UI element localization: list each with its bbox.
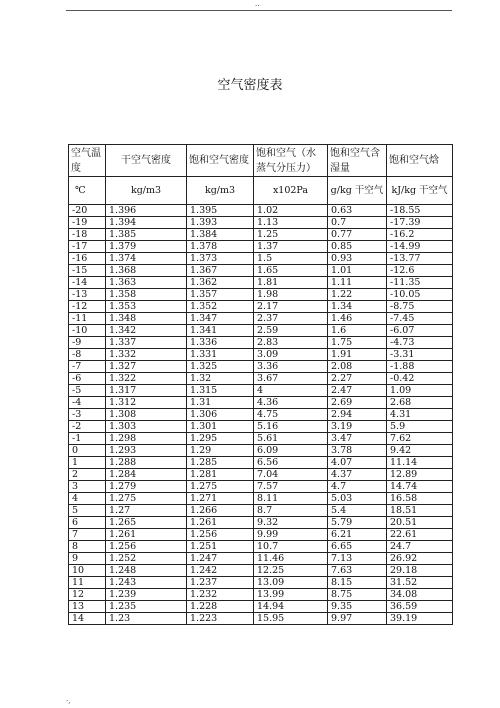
table-row	[69, 373, 453, 385]
temperature-cell: -3	[69, 409, 106, 421]
dry-air-density-cell: 1.293	[106, 445, 187, 457]
enthalpy-cell: 7.62	[387, 433, 453, 445]
dry-air-density-cell: 1.265	[106, 517, 187, 529]
enthalpy-cell: 5.9	[387, 421, 453, 433]
dry-air-density-cell: 1.353	[106, 301, 187, 313]
saturated-air-density-cell: 1.285	[187, 457, 254, 469]
saturated-air-density-cell: 1.336	[187, 337, 254, 349]
saturated-air-density-cell: 1.256	[187, 529, 254, 541]
vapor-pressure-cell: 4.75	[254, 409, 328, 421]
moisture-content-cell: 2.08	[328, 361, 387, 373]
vapor-pressure-cell: 2.17	[254, 301, 328, 313]
table-row	[69, 589, 453, 601]
enthalpy-cell: 34.08	[387, 589, 453, 601]
column-header-vapor-pressure: 饱和空气（水蒸气分压力）	[254, 145, 328, 177]
saturated-air-density-cell: 1.275	[187, 481, 254, 493]
dry-air-density-cell: 1.252	[106, 553, 187, 565]
moisture-content-cell: 0.77	[328, 229, 387, 241]
table-row	[69, 205, 453, 217]
vapor-pressure-cell: 6.09	[254, 445, 328, 457]
moisture-content-cell: 1.91	[328, 349, 387, 361]
saturated-air-density-cell: 1.362	[187, 277, 254, 289]
unit-header-row	[69, 177, 453, 205]
temperature-cell: -2	[69, 421, 106, 433]
page-title: 空气密度表	[217, 78, 283, 93]
moisture-content-cell: 5.03	[328, 493, 387, 505]
saturated-air-density-cell: 1.223	[187, 613, 254, 625]
moisture-content-cell: 4.7	[328, 481, 387, 493]
enthalpy-cell: 12.89	[387, 469, 453, 481]
dry-air-density-cell: 1.379	[106, 241, 187, 253]
table-row	[69, 337, 453, 349]
enthalpy-cell: 31.52	[387, 577, 453, 589]
table-row	[69, 601, 453, 613]
dry-air-density-cell: 1.27	[106, 505, 187, 517]
dry-air-density-cell: 1.298	[106, 433, 187, 445]
enthalpy-cell: -6.07	[387, 325, 453, 337]
temperature-cell: -18	[69, 229, 106, 241]
vapor-pressure-cell: 13.09	[254, 577, 328, 589]
saturated-air-density-cell: 1.306	[187, 409, 254, 421]
enthalpy-cell: -3.31	[387, 349, 453, 361]
dry-air-density-cell: 1.317	[106, 385, 187, 397]
enthalpy-cell: -17.39	[387, 217, 453, 229]
vapor-pressure-cell: 9.32	[254, 517, 328, 529]
temperature-cell: -1	[69, 433, 106, 445]
dry-air-density-cell: 1.374	[106, 253, 187, 265]
temperature-cell: -11	[69, 313, 106, 325]
dry-air-density-cell: 1.363	[106, 277, 187, 289]
dry-air-density-cell: 1.385	[106, 229, 187, 241]
vapor-pressure-cell: 8.11	[254, 493, 328, 505]
saturated-air-density-cell: 1.271	[187, 493, 254, 505]
enthalpy-cell: -0.42	[387, 373, 453, 385]
dry-air-density-cell: 1.394	[106, 217, 187, 229]
dry-air-density-cell: 1.239	[106, 589, 187, 601]
table-row	[69, 349, 453, 361]
saturated-air-density-cell: 1.347	[187, 313, 254, 325]
temperature-cell: 11	[69, 577, 106, 589]
vapor-pressure-cell: 2.83	[254, 337, 328, 349]
table-row	[69, 577, 453, 589]
vapor-pressure-cell: 6.56	[254, 457, 328, 469]
dry-air-density-cell: 1.348	[106, 313, 187, 325]
dry-air-density-cell: 1.332	[106, 349, 187, 361]
table-row	[69, 481, 453, 493]
table-row	[69, 433, 453, 445]
dry-air-density-cell: 1.243	[106, 577, 187, 589]
temperature-cell: 14	[69, 613, 106, 625]
moisture-content-cell: 0.85	[328, 241, 387, 253]
enthalpy-cell: 2.68	[387, 397, 453, 409]
vapor-pressure-cell: 1.81	[254, 277, 328, 289]
dry-air-density-cell: 1.235	[106, 601, 187, 613]
table-row	[69, 301, 453, 313]
table-row	[69, 613, 453, 625]
saturated-air-density-cell: 1.315	[187, 385, 254, 397]
temperature-cell: -17	[69, 241, 106, 253]
enthalpy-cell: 18.51	[387, 505, 453, 517]
unit-saturated-air-density: kg/m3	[187, 177, 254, 205]
dry-air-density-cell: 1.368	[106, 265, 187, 277]
vapor-pressure-cell: 1.02	[254, 205, 328, 217]
saturated-air-density-cell: 1.32	[187, 373, 254, 385]
vapor-pressure-cell: 1.65	[254, 265, 328, 277]
temperature-cell: 3	[69, 481, 106, 493]
enthalpy-cell: 20.51	[387, 517, 453, 529]
enthalpy-cell: -16.2	[387, 229, 453, 241]
saturated-air-density-cell: 1.331	[187, 349, 254, 361]
moisture-content-cell: 0.93	[328, 253, 387, 265]
dry-air-density-cell: 1.358	[106, 289, 187, 301]
dry-air-density-cell: 1.342	[106, 325, 187, 337]
temperature-cell: 5	[69, 505, 106, 517]
vapor-pressure-cell: 7.57	[254, 481, 328, 493]
dry-air-density-cell: 1.337	[106, 337, 187, 349]
table-row	[69, 493, 453, 505]
temperature-cell: 10	[69, 565, 106, 577]
table-row	[69, 265, 453, 277]
temperature-cell: -8	[69, 349, 106, 361]
enthalpy-cell: -12.6	[387, 265, 453, 277]
moisture-content-cell: 4.07	[328, 457, 387, 469]
unit-vapor-pressure: x102Pa	[254, 177, 328, 205]
moisture-content-cell: 7.63	[328, 565, 387, 577]
table-row	[69, 517, 453, 529]
temperature-cell: -4	[69, 397, 106, 409]
vapor-pressure-cell: 2.59	[254, 325, 328, 337]
table-body	[69, 205, 453, 625]
moisture-content-cell: 2.27	[328, 373, 387, 385]
unit-temperature: ℃	[69, 177, 106, 205]
vapor-pressure-cell: 11.46	[254, 553, 328, 565]
enthalpy-cell: -10.05	[387, 289, 453, 301]
vapor-pressure-cell: 13.99	[254, 589, 328, 601]
temperature-cell: -6	[69, 373, 106, 385]
saturated-air-density-cell: 1.31	[187, 397, 254, 409]
table-row	[69, 553, 453, 565]
saturated-air-density-cell: 1.325	[187, 361, 254, 373]
moisture-content-cell: 6.21	[328, 529, 387, 541]
table-row	[69, 409, 453, 421]
header-rule	[66, 10, 452, 11]
table-row	[69, 457, 453, 469]
saturated-air-density-cell: 1.395	[187, 205, 254, 217]
enthalpy-cell: 14.74	[387, 481, 453, 493]
vapor-pressure-cell: 1.13	[254, 217, 328, 229]
moisture-content-cell: 5.4	[328, 505, 387, 517]
unit-enthalpy: kJ/kg 干空气	[387, 177, 453, 205]
vapor-pressure-cell: 2.37	[254, 313, 328, 325]
saturated-air-density-cell: 1.261	[187, 517, 254, 529]
saturated-air-density-cell: 1.352	[187, 301, 254, 313]
saturated-air-density-cell: 1.393	[187, 217, 254, 229]
moisture-content-cell: 1.11	[328, 277, 387, 289]
temperature-cell: -13	[69, 289, 106, 301]
enthalpy-cell: 39.19	[387, 613, 453, 625]
enthalpy-cell: -13.77	[387, 253, 453, 265]
temperature-cell: 1	[69, 457, 106, 469]
enthalpy-cell: 36.59	[387, 601, 453, 613]
enthalpy-cell: -1.88	[387, 361, 453, 373]
temperature-cell: -10	[69, 325, 106, 337]
moisture-content-cell: 8.75	[328, 589, 387, 601]
enthalpy-cell: 4.31	[387, 409, 453, 421]
temperature-cell: -5	[69, 385, 106, 397]
vapor-pressure-cell: 3.36	[254, 361, 328, 373]
dry-air-density-cell: 1.396	[106, 205, 187, 217]
column-header-enthalpy: 饱和空气焓	[387, 145, 453, 177]
table-row	[69, 529, 453, 541]
unit-dry-air-density: kg/m3	[106, 177, 187, 205]
vapor-pressure-cell: 12.25	[254, 565, 328, 577]
dry-air-density-cell: 1.256	[106, 541, 187, 553]
moisture-content-cell: 5.79	[328, 517, 387, 529]
temperature-cell: -9	[69, 337, 106, 349]
table-row	[69, 253, 453, 265]
column-header-saturated-air-density: 饱和空气密度	[187, 145, 254, 177]
table-row	[69, 229, 453, 241]
dry-air-density-cell: 1.275	[106, 493, 187, 505]
moisture-content-cell: 2.69	[328, 397, 387, 409]
vapor-pressure-cell: 1.37	[254, 241, 328, 253]
enthalpy-cell: 24.7	[387, 541, 453, 553]
temperature-cell: 7	[69, 529, 106, 541]
dry-air-density-cell: 1.312	[106, 397, 187, 409]
saturated-air-density-cell: 1.378	[187, 241, 254, 253]
temperature-cell: 4	[69, 493, 106, 505]
temperature-cell: 9	[69, 553, 106, 565]
dry-air-density-cell: 1.308	[106, 409, 187, 421]
column-header-moisture-content: 饱和空气含湿量	[328, 145, 387, 177]
saturated-air-density-cell: 1.295	[187, 433, 254, 445]
moisture-content-cell: 9.97	[328, 613, 387, 625]
enthalpy-cell: 9.42	[387, 445, 453, 457]
temperature-cell: -19	[69, 217, 106, 229]
vapor-pressure-cell: 14.94	[254, 601, 328, 613]
moisture-content-cell: 0.7	[328, 217, 387, 229]
table-row	[69, 565, 453, 577]
vapor-pressure-cell: 7.04	[254, 469, 328, 481]
saturated-air-density-cell: 1.301	[187, 421, 254, 433]
enthalpy-cell: 16.58	[387, 493, 453, 505]
dry-air-density-cell: 1.23	[106, 613, 187, 625]
moisture-content-cell: 4.37	[328, 469, 387, 481]
table-row	[69, 361, 453, 373]
saturated-air-density-cell: 1.367	[187, 265, 254, 277]
enthalpy-cell: -18.55	[387, 205, 453, 217]
dry-air-density-cell: 1.288	[106, 457, 187, 469]
table-row	[69, 505, 453, 517]
enthalpy-cell: 11.14	[387, 457, 453, 469]
temperature-cell: 12	[69, 589, 106, 601]
table-row	[69, 241, 453, 253]
temperature-cell: -14	[69, 277, 106, 289]
vapor-pressure-cell: 5.16	[254, 421, 328, 433]
vapor-pressure-cell: 1.5	[254, 253, 328, 265]
saturated-air-density-cell: 1.237	[187, 577, 254, 589]
temperature-cell: 0	[69, 445, 106, 457]
enthalpy-cell: -11.35	[387, 277, 453, 289]
moisture-content-cell: 8.15	[328, 577, 387, 589]
moisture-content-cell: 1.34	[328, 301, 387, 313]
temperature-cell: -15	[69, 265, 106, 277]
vapor-pressure-cell: 15.95	[254, 613, 328, 625]
vapor-pressure-cell: 3.09	[254, 349, 328, 361]
temperature-cell: -20	[69, 205, 106, 217]
enthalpy-cell: -8.75	[387, 301, 453, 313]
table-row	[69, 277, 453, 289]
column-header-dry-air-density: 干空气密度	[106, 145, 187, 177]
moisture-content-cell: 3.19	[328, 421, 387, 433]
vapor-pressure-cell: 4	[254, 385, 328, 397]
dry-air-density-cell: 1.327	[106, 361, 187, 373]
saturated-air-density-cell: 1.266	[187, 505, 254, 517]
table-row	[69, 289, 453, 301]
temperature-cell: -12	[69, 301, 106, 313]
air-density-table	[68, 144, 453, 625]
vapor-pressure-cell: 5.61	[254, 433, 328, 445]
moisture-content-cell: 1.46	[328, 313, 387, 325]
dry-air-density-cell: 1.322	[106, 373, 187, 385]
moisture-content-cell: 6.65	[328, 541, 387, 553]
table-row	[69, 469, 453, 481]
header-mark: ..	[255, 0, 260, 8]
moisture-content-cell: 2.47	[328, 385, 387, 397]
table-row	[69, 325, 453, 337]
dry-air-density-cell: 1.248	[106, 565, 187, 577]
vapor-pressure-cell: 1.98	[254, 289, 328, 301]
moisture-content-cell: 9.35	[328, 601, 387, 613]
saturated-air-density-cell: 1.281	[187, 469, 254, 481]
column-header-temperature: 空气温度	[69, 145, 106, 177]
footer-mark: ·,	[66, 697, 71, 705]
vapor-pressure-cell: 8.7	[254, 505, 328, 517]
table-row	[69, 217, 453, 229]
vapor-pressure-cell: 4.36	[254, 397, 328, 409]
enthalpy-cell: 1.09	[387, 385, 453, 397]
column-header-row	[69, 145, 453, 177]
saturated-air-density-cell: 1.29	[187, 445, 254, 457]
moisture-content-cell: 1.6	[328, 325, 387, 337]
enthalpy-cell: -4.73	[387, 337, 453, 349]
enthalpy-cell: 22.61	[387, 529, 453, 541]
table-row	[69, 445, 453, 457]
temperature-cell: 2	[69, 469, 106, 481]
saturated-air-density-cell: 1.247	[187, 553, 254, 565]
temperature-cell: -16	[69, 253, 106, 265]
moisture-content-cell: 2.94	[328, 409, 387, 421]
vapor-pressure-cell: 1.25	[254, 229, 328, 241]
saturated-air-density-cell: 1.341	[187, 325, 254, 337]
saturated-air-density-cell: 1.242	[187, 565, 254, 577]
moisture-content-cell: 7.13	[328, 553, 387, 565]
table-row	[69, 397, 453, 409]
enthalpy-cell: 26.92	[387, 553, 453, 565]
moisture-content-cell: 3.47	[328, 433, 387, 445]
saturated-air-density-cell: 1.384	[187, 229, 254, 241]
table-row	[69, 541, 453, 553]
moisture-content-cell: 3.78	[328, 445, 387, 457]
vapor-pressure-cell: 9.99	[254, 529, 328, 541]
table-row	[69, 313, 453, 325]
table-row	[69, 385, 453, 397]
enthalpy-cell: -7.45	[387, 313, 453, 325]
moisture-content-cell: 1.75	[328, 337, 387, 349]
dry-air-density-cell: 1.279	[106, 481, 187, 493]
saturated-air-density-cell: 1.357	[187, 289, 254, 301]
temperature-cell: -7	[69, 361, 106, 373]
enthalpy-cell: -14.99	[387, 241, 453, 253]
dry-air-density-cell: 1.284	[106, 469, 187, 481]
saturated-air-density-cell: 1.232	[187, 589, 254, 601]
saturated-air-density-cell: 1.251	[187, 541, 254, 553]
dry-air-density-cell: 1.303	[106, 421, 187, 433]
vapor-pressure-cell: 3.67	[254, 373, 328, 385]
temperature-cell: 8	[69, 541, 106, 553]
moisture-content-cell: 1.22	[328, 289, 387, 301]
unit-moisture-content: g/kg 干空气	[328, 177, 387, 205]
temperature-cell: 6	[69, 517, 106, 529]
enthalpy-cell: 29.18	[387, 565, 453, 577]
moisture-content-cell: 0.63	[328, 205, 387, 217]
saturated-air-density-cell: 1.228	[187, 601, 254, 613]
saturated-air-density-cell: 1.373	[187, 253, 254, 265]
temperature-cell: 13	[69, 601, 106, 613]
moisture-content-cell: 1.01	[328, 265, 387, 277]
table-row	[69, 421, 453, 433]
dry-air-density-cell: 1.261	[106, 529, 187, 541]
vapor-pressure-cell: 10.7	[254, 541, 328, 553]
